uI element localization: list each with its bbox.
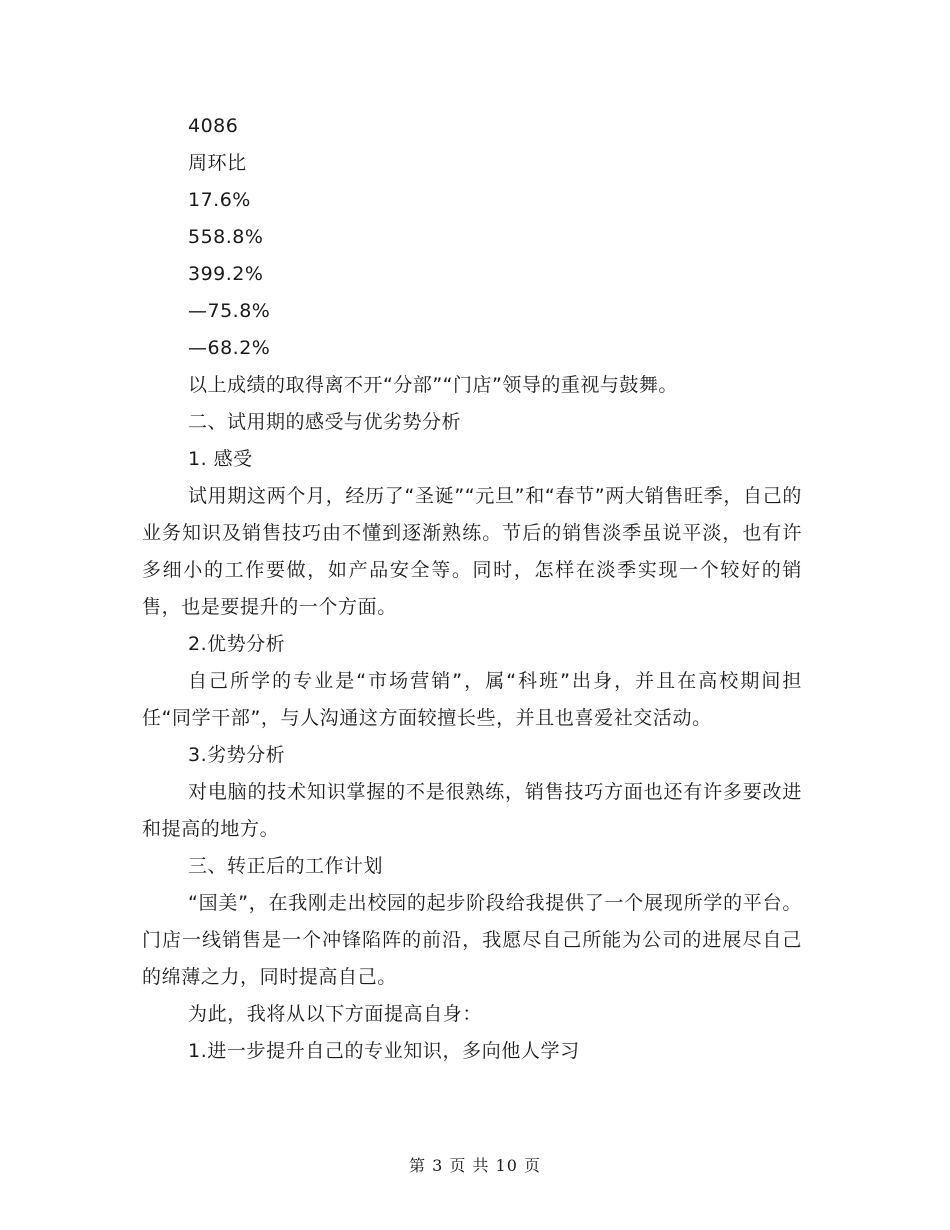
page-content bbox=[142, 108, 802, 1070]
paragraph: 对电脑的技术知识掌握的不是很熟练，销售技巧方面也还有许多要改进和提高的地方。 bbox=[142, 781, 802, 840]
paragraph: 试用期这两个月，经历了“圣诞”“元旦”和“春节”两大销售旺季，自己的业务知识及销售技巧由不懂到逐渐熟练。节后的销售淡季虽说平淡，也有许多细小的工作要做，如产品安全等。同时，怎样在淡季实现一个较好的销售，也是要提升的一个方面。 bbox=[142, 485, 802, 618]
stat-value: 4086 bbox=[188, 115, 239, 137]
subsection-title: 1. 感受 bbox=[188, 448, 253, 470]
stat-label: 周环比 bbox=[188, 152, 247, 174]
stat-value: 399.2% bbox=[188, 263, 264, 285]
stat-value: —75.8% bbox=[188, 300, 271, 322]
section-heading: 三、转正后的工作计划 bbox=[188, 855, 384, 877]
list-item: 1.进一步提升自己的专业知识，多向他人学习 bbox=[188, 1040, 580, 1062]
section-heading: 二、试用期的感受与优劣势分析 bbox=[188, 411, 462, 433]
stat-value: 558.8% bbox=[188, 226, 264, 248]
stat-value: —68.2% bbox=[188, 337, 271, 359]
subsection-title: 3.劣势分析 bbox=[188, 744, 286, 766]
page-footer: 第 3 页 共 10 页 bbox=[409, 1156, 541, 1175]
paragraph: 为此，我将从以下方面提高自身： bbox=[188, 1003, 483, 1025]
paragraph: 自己所学的专业是“市场营销”，属“科班”出身，并且在高校期间担任“同学干部”，与人沟通这方面较擅长些，并且也喜爱社交活动。 bbox=[142, 670, 802, 729]
summary-text: 以上成绩的取得离不开“分部”“门店”领导的重视与鼓舞。 bbox=[188, 374, 678, 396]
stat-value: 17.6% bbox=[188, 189, 251, 211]
subsection-title: 2.优势分析 bbox=[188, 633, 286, 655]
paragraph: “国美”，在我刚走出校园的起步阶段给我提供了一个展现所学的平台。门店一线销售是一个冲锋陷阵的前沿，我愿尽自己所能为公司的进展尽自己的绵薄之力，同时提高自己。 bbox=[142, 892, 802, 988]
